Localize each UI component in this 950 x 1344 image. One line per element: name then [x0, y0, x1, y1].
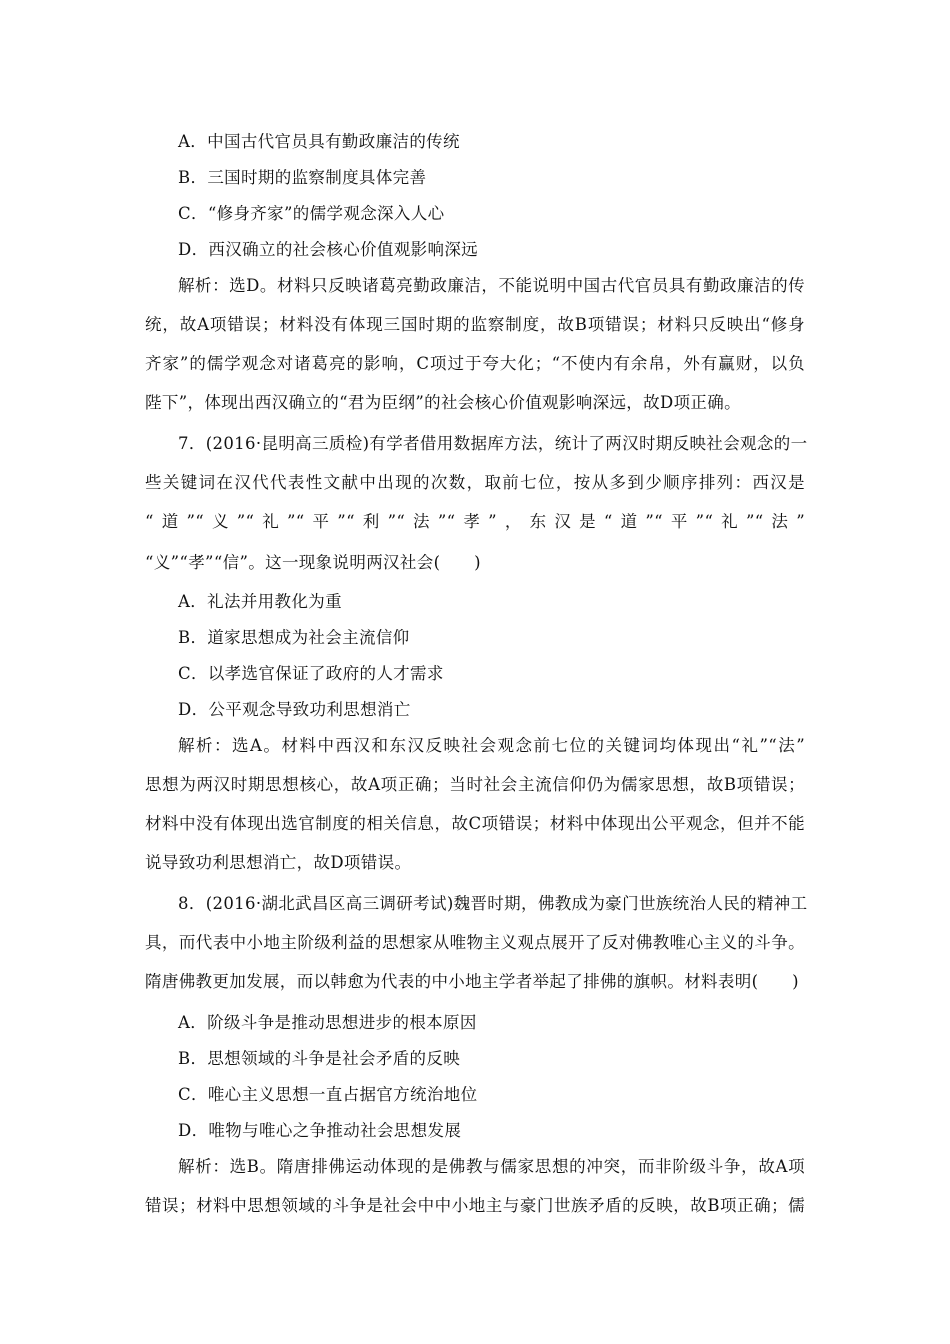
q7-stem-line: “道”“义”“礼”“平”“利”“法”“孝”，东汉是“道”“平”“礼”“法”	[145, 512, 805, 531]
q6-option-d: D．西汉确立的社会核心价值观影响深远	[178, 240, 479, 259]
q6-analysis-line: 统，故A项错误；材料没有体现三国时期的监察制度，故B项错误；材料只反映出“修身	[145, 315, 805, 334]
q8-stem-line: 8．(2016·湖北武昌区高三调研考试)魏晋时期，佛教成为豪门世族统治人民的精神工	[178, 894, 808, 913]
q7-option-b: B．道家思想成为社会主流信仰	[178, 628, 410, 647]
q8-stem-line: 具，而代表中小地主阶级利益的思想家从唯物主义观点展开了反对佛教唯心主义的斗争。	[145, 933, 805, 952]
q7-stem-line: 7．(2016·昆明高三质检)有学者借用数据库方法，统计了两汉时期反映社会观念的一	[178, 434, 808, 453]
q7-analysis-line: 说导致功利思想消亡，故D项错误。	[145, 853, 412, 872]
q8-option-d: D．唯物与唯心之争推动社会思想发展	[178, 1121, 462, 1140]
q8-stem-line: 隋唐佛教更加发展，而以韩愈为代表的中小地主学者举起了排佛的旗帜。材料表明( )	[145, 972, 799, 991]
q6-option-c: C．“修身齐家”的儒学观念深入人心	[178, 204, 445, 223]
q6-analysis-line: 齐家”的儒学观念对诸葛亮的影响，C项过于夸大化；“不使内有余帛，外有赢财，以负	[145, 354, 805, 373]
q7-analysis-line: 材料中没有体现出选官制度的相关信息，故C项错误；材料中体现出公平观念，但并不能	[145, 814, 805, 833]
q8-analysis-line: 错误；材料中思想领域的斗争是社会中中小地主与豪门世族矛盾的反映，故B项正确；儒	[145, 1196, 805, 1215]
q8-option-c: C．唯心主义思想一直占据官方统治地位	[178, 1085, 478, 1104]
q8-analysis-line: 解析：选B。隋唐排佛运动体现的是佛教与儒家思想的冲突，而非阶级斗争，故A项	[178, 1157, 805, 1176]
q6-analysis-line: 解析：选D。材料只反映诸葛亮勤政廉洁，不能说明中国古代官员具有勤政廉洁的传	[178, 276, 805, 295]
q6-option-a: A．中国古代官员具有勤政廉洁的传统	[178, 132, 460, 151]
q7-stem-line: “义”“孝”“信”。这一现象说明两汉社会( )	[145, 553, 481, 572]
q7-option-d: D．公平观念导致功利思想消亡	[178, 700, 411, 719]
q8-option-a: A．阶级斗争是推动思想进步的根本原因	[178, 1013, 477, 1032]
q7-analysis-line: 解析：选A。材料中西汉和东汉反映社会观念前七位的关键词均体现出“礼”“法”	[178, 736, 805, 755]
q8-option-b: B．思想领域的斗争是社会矛盾的反映	[178, 1049, 461, 1068]
q7-stem-line: 些关键词在汉代代表性文献中出现的次数，取前七位，按从多到少顺序排列：西汉是	[145, 473, 805, 492]
q6-analysis-line: 陛下”，体现出西汉确立的“君为臣纲”的社会核心价值观影响深远，故D项正确。	[145, 393, 741, 412]
q7-option-a: A．礼法并用教化为重	[178, 592, 342, 611]
q6-option-b: B．三国时期的监察制度具体完善	[178, 168, 427, 187]
q7-option-c: C．以孝选官保证了政府的人才需求	[178, 664, 444, 683]
q7-analysis-line: 思想为两汉时期思想核心，故A项正确；当时社会主流信仰仍为儒家思想，故B项错误；	[145, 775, 805, 794]
